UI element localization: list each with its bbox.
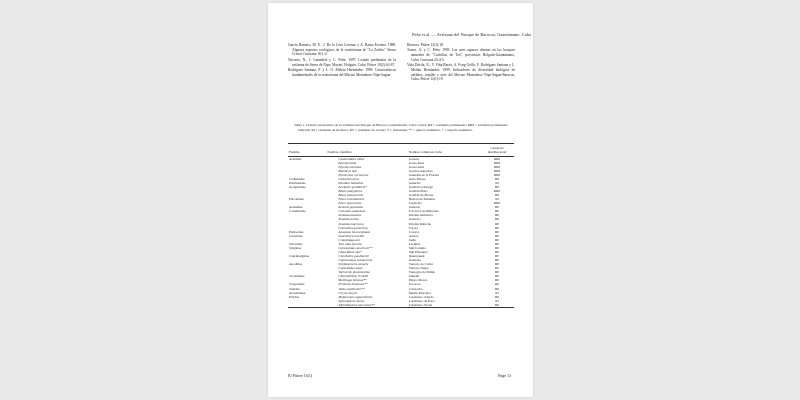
cell-category: RP (494, 221, 500, 226)
reference-entry: Viña Dávila, N., V. Viña Bayés, A. Fong Grillo, F. Rodríguez Santana y L. Melián Hernández. 1999. Indicadores de diversidad biológica de anfibios, reptiles y aves del Macizo Montañoso Nipe-Sagua-Baracoa, Cuba. Pitirre 12(1):19. (407, 63, 515, 82)
reference-entry: Rodríguez Santana, F. y L. O. Melián Hernández. 1999. Características fundamentales de la ornitofauna del Macizo Montañoso Nipe-Sagua- (288, 67, 396, 77)
footer-journal: El Pitirre 13(1) (288, 373, 313, 378)
cell-common-name: Guincho (408, 180, 421, 185)
cell-scientific-name: Tachornis phoenicobia (338, 270, 370, 275)
cell-common-name: Halcón de Palomas (408, 197, 435, 202)
cell-family: Aramidae (289, 205, 303, 210)
cell-category: RP (494, 274, 500, 279)
cell-category: RRP (493, 160, 501, 165)
cell-scientific-name: Ceryle alcyon (338, 290, 358, 295)
cell-common-name: Carpintero Verde (408, 303, 480, 308)
cell-common-name: Cotorra (408, 229, 420, 234)
cell-category: RP (494, 294, 500, 299)
cell-common-name: Paloma Rabiche (408, 221, 431, 226)
cell-common-name: Carpintero Jabado (408, 294, 434, 299)
cell-common-name: Garza Real (408, 160, 424, 165)
reference-entry: Navarro, N., J. Lamadrid y C. Peña. 1997. Listado preliminar de la avifauna de Sierra de Nipe, Mayarí, Holguín, Cuba. Pitirre 10(2):62-67. (288, 57, 396, 67)
cell-common-name: Garzón (408, 156, 419, 161)
cell-common-name: Gavilán Colilargo (408, 184, 434, 189)
cell-category: RP (494, 278, 500, 283)
cell-scientific-name: Buteo platypterus (338, 189, 363, 194)
cell-category: RP (494, 209, 500, 214)
cell-category: RP (494, 249, 500, 254)
cell-common-name: Gavilán de Monte (408, 193, 434, 198)
cell-scientific-name: Accipiter gundlachi* (338, 184, 367, 189)
cell-scientific-name: Glaucidium siju* (338, 249, 362, 254)
cell-category: RP (494, 229, 500, 234)
cell-category: RRP (493, 156, 501, 161)
header-scientific-name: Nombre científico (326, 144, 407, 157)
cell-scientific-name: Cypseloides niger (338, 266, 363, 271)
cell-category: RV (494, 254, 500, 259)
cell-common-name: Guabairo (408, 258, 422, 263)
cell-scientific-name: Gymnoglaux lawrencii** (338, 245, 373, 250)
cell-category: RP (494, 286, 500, 291)
cell-category: RP (494, 270, 500, 275)
cell-family: Falconidae (289, 197, 304, 202)
cell-common-name: Judío (408, 237, 417, 242)
cell-common-name: Sijú Platanero (408, 249, 428, 254)
cell-scientific-name: Mellisuga helenae** (338, 278, 367, 283)
cell-family: Psittacidae (289, 229, 304, 234)
cell-common-name: Torcaza Cuellimorada (408, 209, 439, 214)
cell-common-name: Cernícalo (408, 201, 422, 206)
cell-scientific-name: Caprimulgus cubanensis (338, 258, 373, 263)
cell-family: Todidae (289, 286, 300, 291)
cell-scientific-name: Streptoprocne zonaris (338, 262, 369, 267)
cell-scientific-name: Todus multicolor** (338, 286, 365, 291)
cell-common-name: Carpintero de Paso (408, 298, 435, 303)
cell-scientific-name: Chordeiles gundlachii (338, 254, 369, 259)
cell-category: RP (494, 193, 500, 198)
cell-family: Cuculidae (289, 233, 303, 238)
cell-scientific-name: Crotophaga ani (338, 237, 360, 242)
cell-family: Caprimulgidae (289, 254, 310, 259)
cell-scientific-name: Melanerpes superciliaris (338, 294, 373, 299)
cell-category: RP (494, 282, 500, 287)
cell-category: RRP (493, 168, 501, 173)
cell-category: RV (494, 266, 500, 271)
cell-family: Strigidae (289, 245, 302, 250)
cell-common-name: Gavilán Bobo (408, 189, 428, 194)
cell-family: Alcedinidae (289, 290, 306, 295)
header-family: Familia (288, 144, 326, 157)
table-row (288, 303, 514, 308)
running-head: Peña et al. — Avifauna del Yunque de Baracoa, Guantánamo, Cuba (412, 32, 531, 37)
cell-category: RP (494, 217, 500, 222)
cell-scientific-name: Zenaida macroura (338, 221, 364, 226)
cell-scientific-name: Priotelus temnurus** (338, 282, 368, 287)
cell-scientific-name: Falco columbarius (338, 197, 365, 202)
cell-scientific-name: Bubulcus ibis (338, 168, 357, 173)
cell-common-name: Zunzún (408, 274, 420, 279)
table-body (288, 156, 514, 307)
cell-family: Apodidae (289, 262, 303, 267)
cell-scientific-name: Xiphidiopicus percussus** (326, 303, 407, 308)
header-common-name: Nombre común en Cuba (408, 144, 480, 157)
cell-common-name: Sijú Cotunto (408, 245, 427, 250)
cell-common-name: Guanabá de la Florida (408, 172, 439, 177)
cell-family: Tytonidae (289, 241, 303, 246)
cell-family: Columbidae (289, 209, 306, 214)
cell-common-name: Paloma Aliblanca (408, 213, 433, 218)
cell-scientific-name: Aramus guarauna (338, 205, 363, 210)
cell-scientific-name: Chlorostilbon ricordii (338, 274, 369, 279)
cell-common-name: Guareao (408, 205, 421, 210)
cell-category: RP (494, 205, 500, 210)
cell-common-name: Vencejo de Collar (408, 262, 434, 267)
cell-category: RP (494, 262, 500, 267)
table-caption: Tabla 1. Listado taxonómico de la avifauna del Yunque de Baracoa, Guantánamo, Cuba. Clave: RP = residente permanente; RRP = residente permanente bimodal; RI = residente de invierno; RV = residente de verano; T = transeúnte. ** = género endémico, * = especie endémica. (294, 123, 508, 132)
cell-common-name: Pájaro Mosca (408, 278, 428, 283)
cell-scientific-name: Egretta thula (338, 160, 357, 165)
cell-scientific-name: Columbina passerina (338, 225, 368, 230)
cell-category: RP (494, 245, 500, 250)
cell-category: RI (495, 298, 499, 303)
cell-common-name: Vencejito de Palma (408, 270, 435, 275)
cell-scientific-name: Saurothera merlini (338, 233, 365, 238)
cell-family: Trochilidae (289, 274, 305, 279)
cell-scientific-name: Zenaida aurita (338, 217, 359, 222)
cell-scientific-name: Buteo jamaicensis (338, 193, 364, 198)
cell-category: RI (495, 290, 499, 295)
journal-page (268, 3, 533, 397)
cell-category: RP (494, 237, 500, 242)
cell-family: Trogonidae (289, 282, 305, 287)
cell-family: Cathartidae (289, 176, 305, 181)
cell-scientific-name: Amazona leucocephala (338, 229, 370, 234)
cell-common-name: Tocororo (408, 282, 422, 287)
reference-entry: Torres, A. y C. Peña. 1995. Las aves rapaces diurnas en los bosques naturales de "Cuchillas de Toa", provincias Holguín-Guantánamo, Cuba. Garciana 23:4-5. (407, 48, 515, 62)
table-header-row (288, 144, 514, 157)
cell-common-name: Lechuza (408, 241, 421, 246)
cell-category: RI (495, 180, 499, 185)
cell-category: RP (494, 258, 500, 263)
footer-page-number: Page 13 (498, 373, 511, 378)
cell-common-name: Garcita Ganadera (408, 168, 433, 173)
header-category: Categoría distribucional (480, 144, 514, 157)
references-right-column (407, 43, 515, 83)
cell-category: RP (494, 225, 500, 230)
cell-category: RP (494, 176, 500, 181)
cell-common-name: Arriero (408, 233, 419, 238)
references-left-column (288, 43, 396, 78)
cell-common-name: Martín Pescador (408, 290, 432, 295)
cell-scientific-name: Casmerodius albus (338, 156, 365, 161)
reference-entry: Baracoa. Pitirre 12(1):18. (407, 43, 444, 47)
cell-category: RP (494, 233, 500, 238)
cell-scientific-name: Falco sparverius (338, 201, 362, 206)
cell-family: Picidae (289, 294, 299, 299)
cell-category: RRP (493, 189, 501, 194)
cell-category: RRP (493, 172, 501, 177)
reference-entry: García Romero, M. E., J. De la Cruz Lorenzo y A. Ramo Ercema. 1988. Algunos aspectos ecológicos de la ornitofauna de "La Zoilita," Sierra Cristal. Garciana 16:1-2. (288, 43, 396, 57)
cell-family: Accipitridae (289, 184, 306, 189)
cell-family: Pandionidae (289, 180, 306, 185)
cell-category: RP (494, 241, 500, 246)
cell-common-name: Tojosa (408, 225, 418, 230)
cell-category: RP (494, 184, 500, 189)
cell-category: RI (495, 197, 499, 202)
cell-scientific-name: Columba squamosa (338, 209, 366, 214)
cell-category: RP (480, 303, 514, 308)
cell-scientific-name: Nycticorax nycticorax (338, 172, 369, 177)
cell-category: RP (494, 213, 500, 218)
cell-common-name: Cartacuba (408, 286, 423, 291)
species-table-grid (288, 143, 514, 308)
cell-scientific-name: Egretta caerulea (338, 164, 362, 169)
cell-category: RRP (493, 201, 501, 206)
cell-category: RRP (493, 164, 501, 169)
cell-common-name: Aura Tiñosa (408, 176, 426, 181)
cell-common-name: Querequeté (408, 254, 425, 259)
cell-scientific-name: Pandion haliaetus (338, 180, 364, 185)
cell-common-name: Garza Azul (408, 164, 425, 169)
species-table (288, 143, 514, 308)
cell-scientific-name: Sphyrapicus varius (338, 298, 365, 303)
cell-common-name: Vencejo Negro (408, 266, 430, 271)
cell-common-name: Guanaro (408, 217, 421, 222)
cell-scientific-name: Cathartes aura (338, 176, 360, 181)
cell-family: Ardeidae (289, 156, 302, 161)
cell-scientific-name: Tyto alba furcata (338, 241, 362, 246)
cell-family (288, 303, 326, 308)
cell-scientific-name: Zenaida asiatica (338, 213, 362, 218)
